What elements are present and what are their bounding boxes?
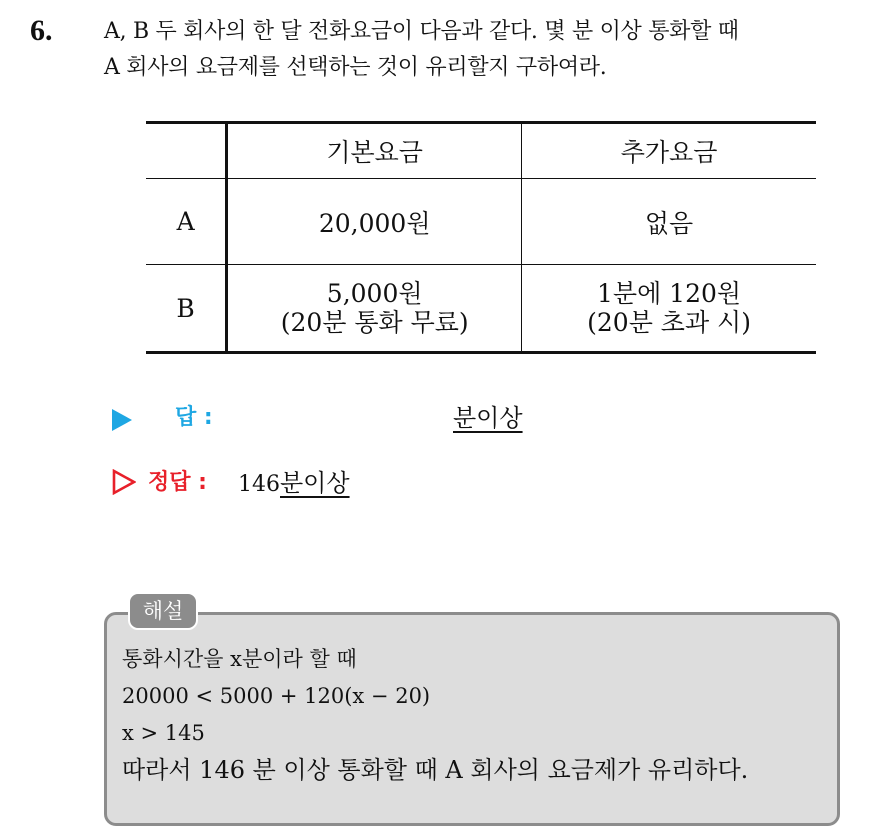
correct-answer-value-wrap — [238, 466, 350, 502]
base-fee-note: (20분 통화 무료) — [280, 308, 469, 337]
correct-answer-row — [108, 466, 708, 500]
explanation-tag: 해설 — [128, 592, 198, 630]
explanation-line: 20000 < 5000 + 120(x − 20) — [122, 684, 431, 708]
base-fee-line: 5,000원 — [326, 279, 423, 308]
extra-fee-cell — [522, 265, 816, 353]
question-text-line-1: A, B 두 회사의 한 달 전화요금이 다음과 같다. 몇 분 이상 통화할 때 — [104, 19, 739, 44]
table-row — [146, 265, 816, 353]
fee-table-header-row — [146, 123, 816, 179]
explanation-body — [122, 641, 832, 789]
base-fee-cell — [227, 265, 522, 353]
answer-row — [108, 401, 708, 435]
company-cell: B — [146, 265, 227, 353]
extra-fee-cell — [522, 179, 816, 265]
base-fee-line: 20,000원 — [318, 208, 431, 238]
extra-fee-line: 없음 — [644, 208, 694, 238]
correct-answer-value: 146 — [238, 472, 280, 497]
company-cell: A — [146, 179, 227, 265]
answer-label: 답 : — [175, 405, 213, 430]
question-text-line-2: A 회사의 요금제를 선택하는 것이 유리할지 구하여라. — [104, 55, 607, 80]
extra-fee-line: 1분에 120원 — [597, 279, 742, 308]
header-extra-fee: 추가요금 — [522, 123, 816, 179]
correct-answer-label: 정답 : — [148, 470, 207, 495]
fee-table — [146, 121, 816, 354]
outline-triangle-icon — [112, 469, 136, 495]
header-blank-cell — [146, 123, 227, 179]
explanation-line: 통화시간을 x분이라 할 때 — [122, 647, 357, 671]
correct-answer-unit: 분이상 — [280, 469, 350, 497]
question-text — [104, 14, 874, 86]
question-number: 6. — [30, 14, 53, 47]
table-row — [146, 179, 816, 265]
header-base-fee: 기본요금 — [227, 123, 522, 179]
answer-unit: 분이상 — [453, 404, 523, 432]
extra-fee-note: (20분 초과 시) — [587, 308, 751, 337]
explanation-line: x > 145 — [122, 721, 205, 745]
base-fee-cell — [227, 179, 522, 265]
play-triangle-icon — [112, 409, 132, 431]
explanation-line: 따라서 146 분 이상 통화할 때 A 회사의 요금제가 유리하다. — [122, 756, 749, 784]
